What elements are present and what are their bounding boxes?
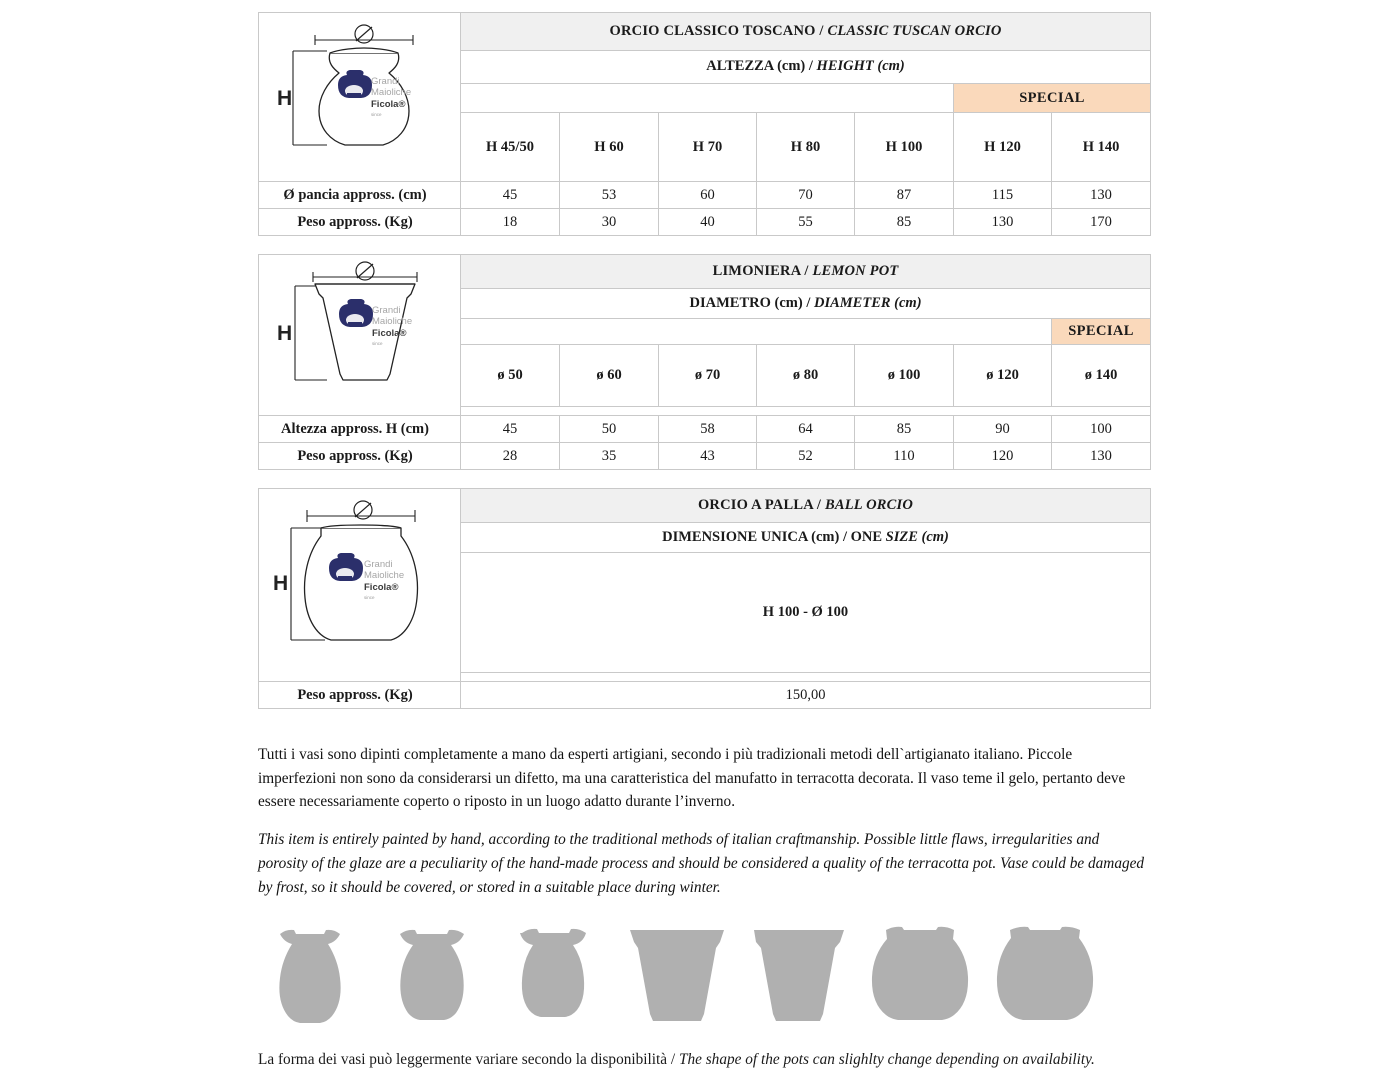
row-label: Ø pancia appross. (cm)	[259, 182, 461, 209]
column-header: ø 100	[855, 345, 954, 407]
row-label: Peso appross. (Kg)	[259, 682, 461, 709]
table-cell: 60	[659, 182, 757, 209]
row-label: Altezza appross. H (cm)	[259, 416, 461, 443]
table-row	[259, 682, 1151, 709]
table-row	[259, 443, 1151, 470]
caption-italian: La forma dei vasi può leggermente variare secondo la disponibilità /	[258, 1051, 679, 1069]
lemon-pot-shape-diagram	[265, 260, 455, 410]
bottom-caption	[258, 1049, 1150, 1072]
table-subtitle-it: DIAMETRO (cm) /	[689, 295, 814, 311]
svg-text:Ficola®: Ficola®	[370, 99, 405, 110]
pot-silhouette-ball-1	[868, 922, 974, 1027]
svg-text:Grandi: Grandi	[370, 76, 400, 87]
column-header: H 70	[659, 113, 757, 182]
table-cell: 30	[560, 209, 659, 236]
column-header: H 80	[757, 113, 855, 182]
column-header: H 100	[855, 113, 954, 182]
table-cell: 64	[757, 416, 855, 443]
table-title-en: LEMON POT	[812, 263, 899, 279]
table-limoniera	[258, 254, 1151, 470]
table-cell: 28	[461, 443, 560, 470]
column-header: ø 50	[461, 345, 560, 407]
table-row	[259, 182, 1151, 209]
table-cell: 45	[461, 416, 560, 443]
table-cell: 45	[461, 182, 560, 209]
table-cell: 120	[954, 443, 1052, 470]
table-subtitle	[461, 289, 1151, 319]
spacer-row	[461, 407, 1151, 416]
table-cell: 110	[855, 443, 954, 470]
special-badge: SPECIAL	[954, 84, 1151, 113]
empty-band	[461, 319, 1052, 345]
row-label: Peso appross. (Kg)	[259, 209, 461, 236]
table-title-en: BALL ORCIO	[824, 497, 914, 513]
table-cell: 85	[855, 416, 954, 443]
table-gap	[258, 470, 1150, 488]
table-cell: 58	[659, 416, 757, 443]
svg-text:H: H	[276, 322, 292, 345]
column-header: ø 140	[1052, 345, 1151, 407]
table-title-it: ORCIO CLASSICO TOSCANO /	[609, 22, 828, 39]
svg-text:since: since	[363, 594, 375, 600]
table-title	[461, 255, 1151, 289]
table-title-it: LIMONIERA /	[712, 263, 813, 279]
column-header: H 140	[1052, 113, 1151, 182]
column-header: H 120	[954, 113, 1052, 182]
table-subtitle-en: SIZE (cm)	[885, 529, 949, 545]
svg-text:since: since	[371, 341, 383, 346]
table-cell: 52	[757, 443, 855, 470]
column-header: ø 60	[560, 345, 659, 407]
spacer-row	[461, 673, 1151, 682]
diagram-limoniera	[259, 255, 461, 416]
ball-orcio-shape-diagram	[265, 498, 455, 673]
table-cell: 40	[659, 209, 757, 236]
table-cell: 130	[1052, 182, 1151, 209]
table-row	[259, 209, 1151, 236]
table-cell: 35	[560, 443, 659, 470]
table-cell: 170	[1052, 209, 1151, 236]
table-cell: 130	[954, 209, 1052, 236]
pot-silhouette-limoniera-2	[746, 922, 852, 1027]
note-english: This item is entirely painted by hand, according to the traditional methods of italian craftmanship. Possible little flaws, irregularities and porosity of the glaze are a peculiarity of the hand-made process and should be considered a quality of the terracotta pot. Vase could be damaged by frost, so it should be covered, or stored in a suitable place during winter.	[258, 831, 1145, 896]
table-orcio-a-palla	[258, 488, 1151, 709]
pot-silhouette-row	[258, 915, 1150, 1027]
table-row	[259, 416, 1151, 443]
column-header: H 45/50	[461, 113, 560, 182]
table-cell: 100	[1052, 416, 1151, 443]
one-size-value: H 100 - Ø 100	[461, 553, 1151, 673]
table-cell: 130	[1052, 443, 1151, 470]
table-subtitle	[461, 50, 1151, 83]
svg-text:Grandi: Grandi	[371, 305, 401, 316]
column-header: ø 120	[954, 345, 1052, 407]
table-cell: 55	[757, 209, 855, 236]
empty-band	[461, 84, 954, 113]
pot-silhouette-limoniera-1	[624, 922, 730, 1027]
table-title-it: ORCIO A PALLA /	[697, 497, 825, 513]
special-badge: SPECIAL	[1052, 319, 1151, 345]
svg-text:Ficola®: Ficola®	[363, 581, 398, 593]
table-title	[461, 13, 1151, 51]
table-subtitle-en: HEIGHT (cm)	[816, 58, 905, 75]
table-orcio-classico-toscano	[258, 12, 1151, 236]
table-cell: 87	[855, 182, 954, 209]
svg-text:H: H	[272, 571, 288, 595]
table-cell: 18	[461, 209, 560, 236]
table-cell: 53	[560, 182, 659, 209]
table-cell: 150,00	[461, 682, 1151, 709]
column-header: H 60	[560, 113, 659, 182]
svg-text:Grandi: Grandi	[363, 558, 393, 570]
caption-english: The shape of the pots can slighlty change depending on availability.	[678, 1051, 1095, 1069]
column-header: ø 80	[757, 345, 855, 407]
table-gap	[258, 236, 1150, 254]
table-cell: 115	[954, 182, 1052, 209]
table-cell: 70	[757, 182, 855, 209]
pot-silhouette-orcio-1	[258, 922, 364, 1027]
table-subtitle-it: ALTEZZA (cm) /	[706, 58, 817, 75]
table-cell: 85	[855, 209, 954, 236]
table-cell: 43	[659, 443, 757, 470]
table-subtitle-en: DIAMETER (cm)	[813, 295, 922, 311]
table-title	[461, 489, 1151, 523]
row-label: Peso appross. (Kg)	[259, 443, 461, 470]
table-cell: 90	[954, 416, 1052, 443]
pot-silhouette-orcio-2	[380, 922, 486, 1027]
spec-sheet	[258, 12, 1150, 1072]
table-title-en: CLASSIC TUSCAN ORCIO	[827, 22, 1002, 39]
svg-text:since: since	[370, 112, 382, 117]
pot-silhouette-orcio-3	[502, 922, 608, 1027]
table-cell: 50	[560, 416, 659, 443]
svg-text:Maioliche: Maioliche	[370, 87, 411, 98]
diagram-orcio-a-palla	[259, 489, 461, 682]
table-subtitle-it: DIMENSIONE UNICA (cm) / ONE	[662, 529, 886, 545]
diagram-orcio-classico	[259, 13, 461, 182]
table-subtitle	[461, 523, 1151, 553]
orcio-shape-diagram	[265, 17, 455, 177]
note-italian: Tutti i vasi sono dipinti completamente a mano da esperti artigiani, secondo i più tradizionali metodi dell`artigianato italiano. Piccole imperfezioni non sono da considerarsi un difetto, ma una caratteristica del manufatto in terracotta decorata. Il vaso teme il gelo, pertanto deve essere necessariamente coperto o riposto in un luogo adatto durante l’inverno.	[258, 746, 1126, 811]
svg-text:Maioliche: Maioliche	[363, 569, 404, 581]
column-header: ø 70	[659, 345, 757, 407]
pot-silhouette-ball-2	[990, 922, 1096, 1027]
svg-text:H: H	[276, 87, 292, 110]
svg-text:Maioliche: Maioliche	[371, 316, 412, 327]
svg-text:Ficola®: Ficola®	[371, 328, 406, 339]
